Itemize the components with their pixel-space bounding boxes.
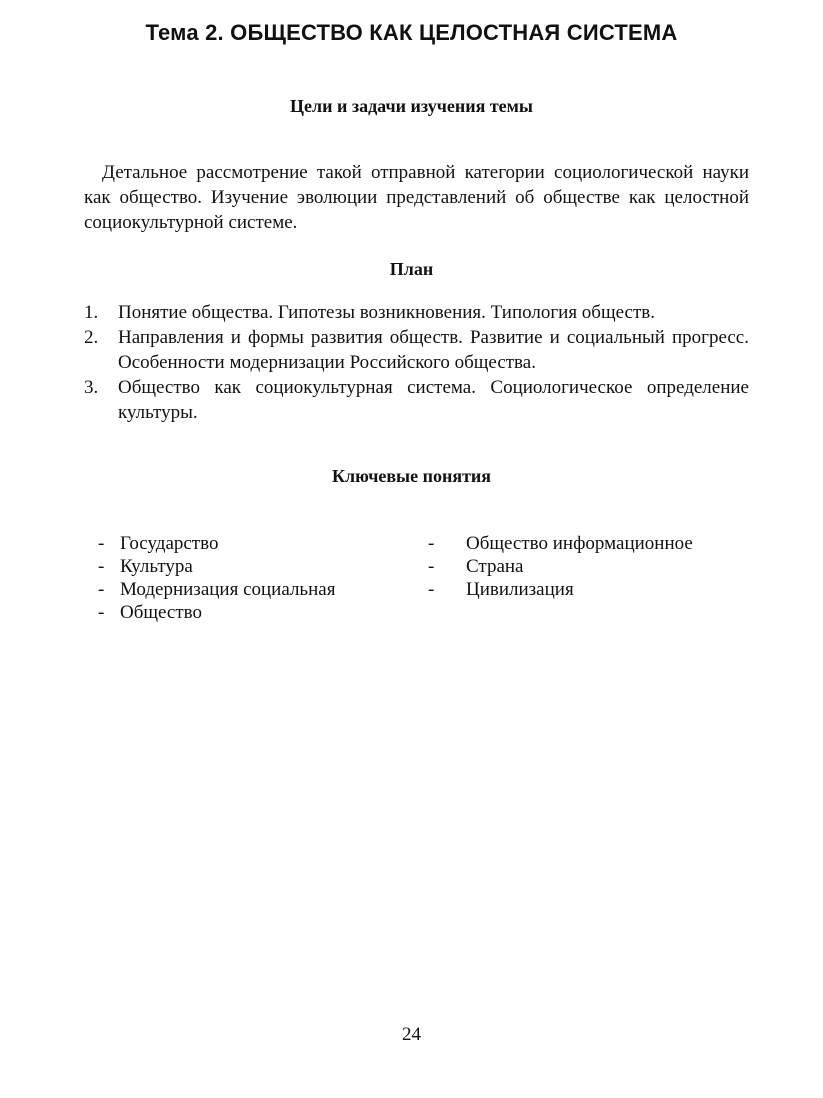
concept-label: Культура xyxy=(120,556,193,577)
concept-item xyxy=(98,578,408,601)
plan-item xyxy=(84,300,749,325)
list-dash: - xyxy=(428,556,435,577)
chapter-title: Тема 2. ОБЩЕСТВО КАК ЦЕЛОСТНАЯ СИСТЕМА xyxy=(145,20,678,45)
concept-label: Модернизация социальная xyxy=(120,579,336,600)
plan-item xyxy=(84,375,749,425)
concept-label: Общество информационное xyxy=(466,533,693,554)
list-dash: - xyxy=(98,533,105,554)
list-dash: - xyxy=(98,556,105,577)
plan-item-text: Общество как социокультурная система. Социологическое определение культуры. xyxy=(118,377,749,423)
concept-label: Страна xyxy=(466,556,524,577)
concept-item xyxy=(98,601,408,624)
goals-heading: Цели и задачи изучения темы xyxy=(290,96,533,116)
concept-item xyxy=(428,555,748,578)
plan-item-number: 1. xyxy=(84,302,99,323)
goals-paragraph: Детальное рассмотрение такой отправной категории социологической науки как общество. Изучение эволюции представлений об обществе как целостной социокультурной системе. xyxy=(84,162,749,233)
plan-list xyxy=(84,300,749,425)
concept-label: Цивилизация xyxy=(466,579,574,600)
page-number: 24 xyxy=(402,1024,421,1045)
plan-item-number: 3. xyxy=(84,377,99,398)
concept-label: Общество xyxy=(120,602,203,623)
list-dash: - xyxy=(428,579,435,600)
plan-item-text: Понятие общества. Гипотезы возникновения. Типология обществ. xyxy=(118,302,655,323)
list-dash: - xyxy=(428,533,435,554)
concepts-heading: Ключевые понятия xyxy=(331,466,492,486)
concept-label: Государство xyxy=(120,533,219,554)
plan-heading: План xyxy=(389,259,434,279)
plan-item xyxy=(84,325,749,375)
concept-item xyxy=(428,578,748,601)
concept-item xyxy=(98,555,408,578)
plan-item-text: Направления и формы развития обществ. Развитие и социальный прогресс. Особенности модернизации Российского общества. xyxy=(118,327,749,373)
concept-item xyxy=(428,532,748,555)
concepts-list-left xyxy=(98,532,408,624)
concept-item xyxy=(98,532,408,555)
plan-item-number: 2. xyxy=(84,327,99,348)
list-dash: - xyxy=(98,579,105,600)
concepts-list-right xyxy=(428,532,748,601)
list-dash: - xyxy=(98,602,105,623)
